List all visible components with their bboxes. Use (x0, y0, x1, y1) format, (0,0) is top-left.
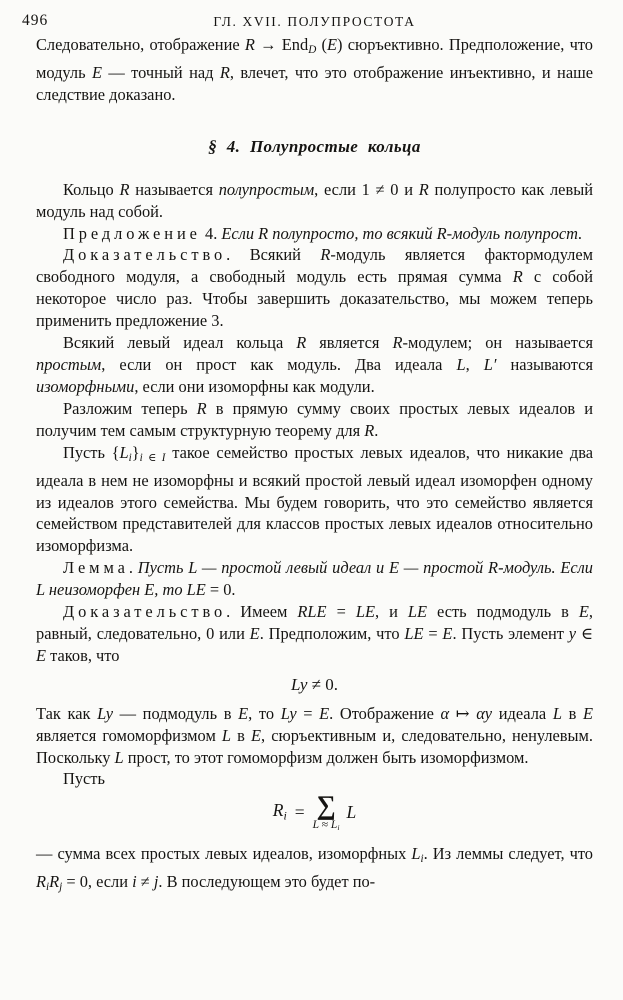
equation-lhs-subscript: i (283, 808, 287, 823)
paragraph-lemma: Лемма. Пусть L — простой левый идеал и E — простой R-модуль. Если L неизоморфен E, то LE = 0. (36, 558, 593, 600)
equation-lhs (273, 800, 287, 827)
paragraph-corollary-end: Следовательно, отображение R → EndD (E) сюръективно. Предположение, что модуль E — точный над R, влечет, что это отображение инъективно, и наше следствие доказано. (36, 35, 593, 104)
summation-block (313, 792, 340, 834)
text-block (36, 34, 593, 899)
paragraph-left-ideal: Всякий левый идеал кольца R является R-модулем; он называется простым, если он прост как модуль. Два идеала L, L′ называются изоморфными, если они изоморфны как модули. (36, 333, 593, 396)
equation-equals-sign: = (294, 802, 305, 823)
paragraph-let-intro: Пусть (63, 769, 105, 789)
page-number: 496 (22, 12, 49, 29)
paragraph-family: Пусть {Li}i ∈ I такое семейство простых левых идеалов, что никакие два идеала в нем не изоморфны и всякий простой левый идеал изоморфен одному из идеалов этого семейства. Мы будем говорить, что это семейство является семейством представителей для классов простых левых идеалов относительно изоморфизма. (36, 442, 593, 556)
display-equation-ly-nonzero: Ly ≠ 0. (290, 674, 339, 694)
summation-index: L ≈ Li (312, 819, 340, 833)
paragraph-sum-ideals: — сумма всех простых левых идеалов, изоморфных Li. Из леммы следует, что RiRj = 0, если i ≠ j. В последующем это будет по- (36, 843, 593, 893)
paragraph-decompose: Разложим теперь R в прямую сумму своих простых левых идеалов и получим тем самым структурную теорему для R. (36, 398, 593, 440)
paragraph-proposition-4: Предложение 4. Если R полупросто, то всякий R-модуль полупрост. (63, 223, 583, 243)
paragraph-mapping: Так как Ly — подмодуль в E, то Ly = E. Отображение α ↦ αy идеала L в E является гомоморфизмом L в E, сюръективным и, следовательно, ненулевым. Поскольку L прост, то этот гомоморфизм должен быть изоморфизмом. (36, 703, 594, 767)
display-equation-ri-sum (36, 792, 593, 834)
paragraph-proof-lemma: Доказательство. Имеем RLE = LE, и LE есть подмодуль в E, равный, следовательно, 0 или E. Предположим, что LE = E. Пусть элемент y ∈ E таков, что (36, 602, 593, 665)
equation-operand: L (346, 802, 357, 823)
paragraph-proof-proposition: Доказательство. Всякий R-модуль является фактормодулем свободного модуля, а свободный модуль есть прямая сумма R с собой некоторое число раз. Чтобы завершить доказательство, мы можем теперь применить предложение 3. (36, 245, 594, 331)
running-title: ГЛ. XVII. ПОЛУПРОСТОТА (213, 14, 416, 29)
running-head (22, 12, 593, 34)
sigma-symbol: ∑ (316, 790, 336, 821)
section-heading: § 4. Полупростые кольца (208, 136, 421, 156)
equation-lhs-base: R (272, 799, 284, 820)
paragraph-ring-definition: Кольцо R называется полупростым, если 1 ≠ 0 и R полупросто как левый модуль над собой. (36, 179, 593, 221)
